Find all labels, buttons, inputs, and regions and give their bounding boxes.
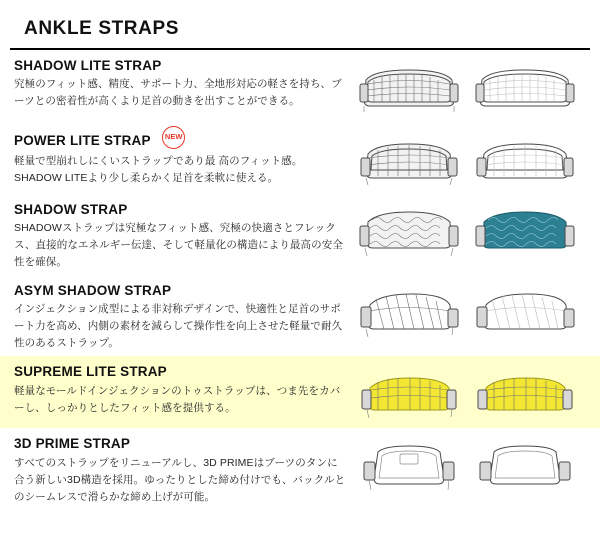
strap-row-supreme-lite xyxy=(0,356,600,428)
strap-name: ASYM SHADOW STRAP xyxy=(14,283,172,299)
strap-images xyxy=(354,202,590,262)
strap-text-block xyxy=(14,58,354,110)
strap-description: SHADOWストラップは究極なフィット感、究極の快適さとフレックス、直接的なエネルギー伝達、そして軽量化の構造により最高の安全性を確保。 xyxy=(14,222,343,269)
new-badge: NEW xyxy=(162,126,185,149)
strap-row-shadow xyxy=(0,194,600,275)
strap-row-shadow-lite xyxy=(0,50,600,122)
strap-images xyxy=(354,283,590,343)
strap-text-block xyxy=(14,436,354,505)
strap-text-block xyxy=(14,283,354,352)
shadow-strap-view-2-teal-image xyxy=(470,204,580,262)
strap-images xyxy=(354,130,590,190)
strap-images xyxy=(354,58,590,118)
asym-shadow-strap-view-1-image xyxy=(354,285,464,343)
3d-prime-strap-view-2-image xyxy=(470,438,580,496)
strap-row-asym-shadow xyxy=(0,275,600,356)
strap-name: SUPREME LITE STRAP xyxy=(14,364,167,380)
supreme-lite-strap-view-2-yellow-image xyxy=(470,366,580,424)
power-lite-strap-view-1-image xyxy=(354,132,464,190)
strap-list xyxy=(0,50,600,510)
page-header xyxy=(10,0,590,50)
supreme-lite-strap-view-1-yellow-image xyxy=(354,366,464,424)
strap-text-block xyxy=(14,202,354,271)
strap-images xyxy=(354,364,590,424)
shadow-strap-view-1-image xyxy=(354,204,464,262)
strap-row-3d-prime xyxy=(0,428,600,509)
strap-text-block xyxy=(14,364,354,416)
strap-text-block xyxy=(14,130,354,187)
shadow-lite-strap-view-1-image xyxy=(354,60,464,118)
power-lite-strap-view-2-image xyxy=(470,132,580,190)
strap-name: SHADOW STRAP xyxy=(14,202,128,217)
strap-description: 軽量で型崩れしにくいストラップであり最 高のフィット感。SHADOW LITEより少し柔らかく足首を柔軟に使える。 xyxy=(14,155,303,184)
3d-prime-strap-view-1-image xyxy=(354,438,464,496)
strap-name: POWER LITE STRAP xyxy=(14,132,151,148)
strap-description: インジェクション成型による非対称デザインで、快適性と足首のサポート力を高め、内側の素材を減らして操作性を向上させた軽量で耐久性のあるストラップ。 xyxy=(14,303,343,350)
strap-images xyxy=(354,436,590,496)
shadow-lite-strap-view-2-image xyxy=(470,60,580,118)
strap-name: 3D PRIME STRAP xyxy=(14,436,131,452)
strap-row-power-lite xyxy=(0,122,600,194)
strap-description: 究極のフィット感、精度、サポート力、全地形対応の軽さを持ち、ブーツとの密着性が高くより足首の動きを出すことができる。 xyxy=(14,78,342,108)
asym-shadow-strap-view-2-image xyxy=(470,285,580,343)
page-title: ANKLE STRAPS xyxy=(24,18,179,39)
strap-description: 軽量なモールドインジェクションのトゥストラップは、つま先をカバーし、しっかりとしたフィット感を提供する。 xyxy=(14,384,341,414)
strap-name: SHADOW LITE STRAP xyxy=(14,58,162,73)
strap-description: すべてのストラップをリニューアルし、3D PRIMEはブーツのタンに合う新しい3D構造を採用。ゆったりとした締め付けでも、バックルとのシームレスで滑らかな締め上げが可能。 xyxy=(14,456,346,503)
